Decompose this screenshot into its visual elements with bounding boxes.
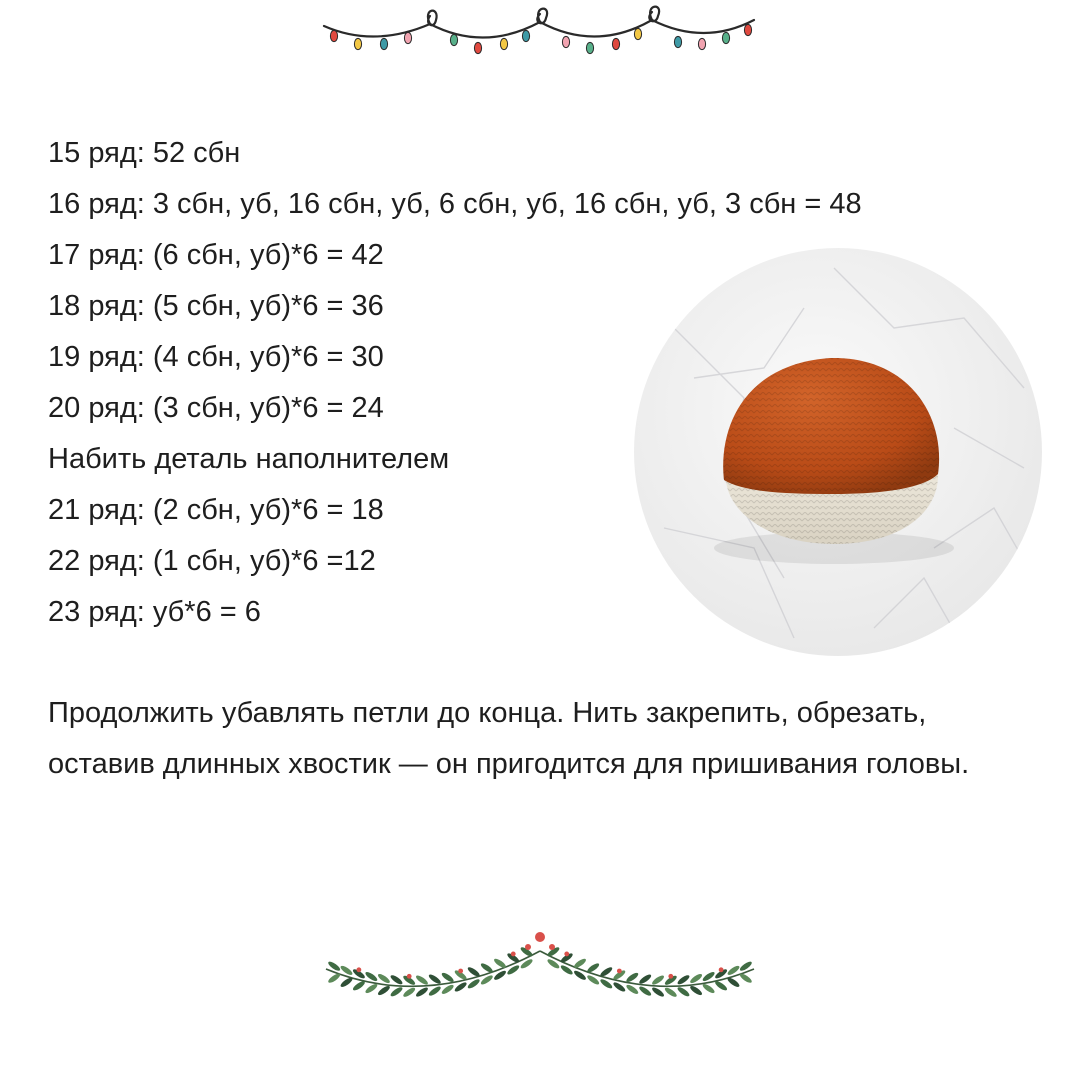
leaf-icon — [625, 983, 639, 995]
mushroom-cap-photo — [634, 248, 1042, 656]
finishing-instructions — [48, 688, 1076, 790]
pattern-row: 18 ряд: (5 сбн, уб)*6 = 36 — [48, 290, 384, 322]
stuffing-step: Набить деталь наполнителем — [48, 443, 450, 475]
pattern-row: 22 ряд: (1 сбн, уб)*6 =12 — [48, 545, 376, 577]
light-bulb-icon — [500, 38, 507, 49]
light-bulb-icon — [380, 38, 387, 49]
leaf-icon — [415, 974, 429, 986]
crochet-mushroom-cap-photo — [634, 248, 1042, 656]
leaf-icon — [389, 986, 403, 998]
leaf-icon — [440, 971, 454, 983]
leaf-icon — [638, 973, 652, 985]
berry-icon — [511, 952, 516, 957]
light-bulb-icon — [612, 38, 619, 49]
leaf-icon — [689, 972, 703, 984]
leaf-icon — [599, 966, 613, 978]
pattern-row: 15 ряд: 52 сбн — [48, 137, 241, 169]
pattern-row: 20 ряд: (3 сбн, уб)*6 = 24 — [48, 392, 384, 424]
pattern-row: 21 ряд: (2 сбн, уб)*6 = 18 — [48, 494, 384, 526]
light-bulb-icon — [330, 30, 337, 41]
leaf-garland-icon — [318, 925, 762, 1017]
light-bulb-icon — [634, 28, 641, 39]
leaf-icon — [726, 976, 740, 988]
pattern-row: 16 ряд: 3 сбн, уб, 16 сбн, уб, 6 сбн, уб, 16 сбн, уб, 3 сбн = 48 — [48, 188, 862, 220]
berry-icon — [668, 974, 673, 979]
leaf-icon — [440, 983, 454, 995]
light-bulb-icon — [522, 30, 529, 41]
leaf-icon — [428, 973, 442, 985]
leaf-icon — [714, 980, 728, 992]
pattern-row: 19 ряд: (4 сбн, уб)*6 = 30 — [48, 341, 384, 373]
leaf-icon — [428, 985, 442, 997]
leaf-icon — [689, 984, 703, 996]
light-bulb-icon — [354, 38, 361, 49]
leaf-icon — [415, 986, 429, 998]
leaf-icon — [651, 986, 665, 998]
berry-icon — [356, 967, 361, 972]
leaf-icon — [573, 957, 587, 969]
leaf-icon — [638, 985, 652, 997]
light-bulb-icon — [404, 32, 411, 43]
leaf-icon — [664, 986, 678, 998]
string-lights-garland-icon — [318, 0, 762, 64]
light-bulb-icon — [674, 36, 681, 47]
berry-icon — [458, 969, 463, 974]
leaf-icon — [651, 974, 665, 986]
leaf-icon — [339, 976, 353, 988]
leaf-icon — [676, 986, 690, 998]
leaf-icon — [377, 984, 391, 996]
light-bulb-icon — [450, 34, 457, 45]
leaf-icon — [625, 971, 639, 983]
light-bulb-icon — [744, 24, 751, 35]
leaf-icon — [480, 962, 494, 974]
leaf-icon — [493, 957, 507, 969]
berry-icon — [617, 969, 622, 974]
leaf-icon — [327, 972, 341, 984]
light-bulb-icon — [586, 42, 593, 53]
instructions-line: Продолжить убавлять петли до конца. Нить закрепить, обрезать, — [48, 697, 927, 729]
leaf-icon — [402, 986, 416, 998]
leaf-icon — [586, 962, 600, 974]
light-bulb-icon — [474, 42, 481, 53]
leaf-icon — [466, 966, 480, 978]
leaf-icon — [701, 982, 715, 994]
light-bulb-icon — [562, 36, 569, 47]
leaf-icon — [676, 974, 690, 986]
leaf-icon — [377, 972, 391, 984]
leaf-icon — [364, 982, 378, 994]
instructions-line: оставив длинных хвостик — он пригодится для пришивания головы. — [48, 748, 970, 780]
berry-icon — [719, 967, 724, 972]
leaf-icon — [389, 974, 403, 986]
pattern-row: 17 ряд: (6 сбн, уб)*6 = 42 — [48, 239, 384, 271]
light-bulb-icon — [722, 32, 729, 43]
light-bulb-icon — [698, 38, 705, 49]
berry-icon — [407, 974, 412, 979]
leaf-icon — [352, 980, 366, 992]
pattern-row: 23 ряд: уб*6 = 6 — [48, 596, 261, 628]
leaf-icon — [739, 972, 753, 984]
berry-icon — [564, 952, 569, 957]
